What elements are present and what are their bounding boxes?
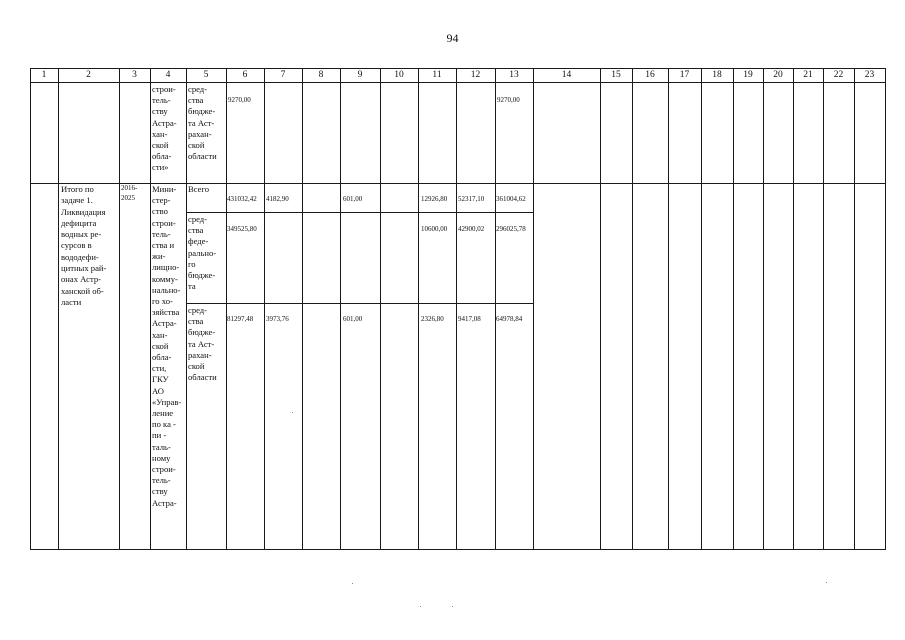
column-number: 23	[864, 70, 875, 80]
column-number: 15	[611, 70, 621, 80]
column-border	[763, 68, 764, 550]
column-number: 6	[242, 70, 248, 80]
header-bottom-border	[30, 82, 886, 83]
federal-value: 349525,80	[227, 225, 257, 233]
column-border	[495, 68, 496, 550]
column-border	[600, 68, 601, 550]
column-number: 2	[86, 70, 91, 80]
source-regional-label: сред- ства бюдже- та Аст- рахан- ской области	[188, 305, 217, 383]
column-number: 1	[41, 70, 47, 80]
page-number: 94	[446, 31, 459, 45]
scan-speck	[352, 583, 353, 584]
regional-value: 64978,84	[496, 315, 523, 323]
column-number: 16	[645, 70, 655, 80]
column-border	[58, 68, 59, 550]
column-border	[302, 68, 303, 550]
column-number: 17	[679, 70, 690, 80]
column-number: 4	[165, 70, 171, 80]
column-number: 22	[833, 70, 844, 80]
scan-speck	[452, 606, 453, 607]
source-federal-label: сред- ства феде- рально- го бюдже- та	[188, 214, 217, 292]
column-border	[456, 68, 457, 550]
regional-value: 601,00	[343, 315, 363, 323]
total-value: 601,00	[343, 195, 363, 203]
federal-value: 42900,02	[458, 225, 485, 233]
scan-speck	[292, 412, 293, 413]
regional-value: 2326,80	[421, 315, 444, 323]
source-total-label: Всего	[188, 184, 210, 194]
scan-speck	[826, 582, 827, 583]
continued-executor-cell: строи- тель- ству Астра- хан- ской обла- сти»	[152, 84, 177, 173]
column-border	[380, 68, 381, 550]
budget-table	[30, 68, 886, 550]
column-number: 14	[561, 70, 572, 80]
column-border	[264, 68, 265, 550]
regional-value: 3973,76	[266, 315, 289, 323]
subrow-separator	[186, 303, 533, 304]
column-border	[632, 68, 633, 550]
column-number: 21	[803, 70, 813, 80]
period-value: 2016- 2025	[121, 184, 138, 202]
column-number: 18	[712, 70, 722, 80]
column-number: 5	[203, 70, 209, 80]
continued-total-value: 9270,00	[228, 96, 251, 104]
federal-value: 296025,78	[496, 225, 526, 233]
continued-source-cell: сред- ства бюдже- та Аст- рахан- ской области	[188, 84, 217, 162]
scan-speck	[420, 606, 421, 607]
column-number: 11	[432, 70, 442, 80]
column-border	[30, 68, 31, 550]
subrow-separator	[186, 212, 533, 213]
column-number: 3	[132, 70, 137, 80]
column-border	[418, 68, 419, 550]
continued-total-value: 9270,00	[497, 96, 520, 104]
column-border	[854, 68, 855, 550]
column-number: 9	[357, 70, 363, 80]
column-border	[885, 68, 886, 550]
column-border	[733, 68, 734, 550]
column-number: 12	[470, 70, 481, 80]
total-value: 431032,42	[227, 195, 257, 203]
total-value: 361004,62	[496, 195, 526, 203]
column-border	[668, 68, 669, 550]
column-number: 19	[743, 70, 753, 80]
column-border	[533, 68, 534, 550]
column-number: 8	[318, 70, 324, 80]
executor-cell: Мини- стер- ство строи- тель- ства и жи- лищно- комму- нально- го хо- зяйства Астра- хан- ской обла- сти, ГКУ АО «Управ- ление по ка - пи - таль- ному строи- тель- ству Астра-	[152, 184, 182, 508]
total-value: 4182,90	[266, 195, 289, 203]
regional-value: 81297,48	[227, 315, 254, 323]
column-border	[793, 68, 794, 550]
column-number: 20	[773, 70, 783, 80]
column-number: 13	[509, 70, 519, 80]
task-total-label: Итого по задаче 1. Ликвидация дефицита водных ре- сурсов в вододефи- цитных рай- онах Астр- ханской об- ласти	[61, 184, 107, 307]
column-number: 7	[280, 70, 286, 80]
total-value: 12926,80	[421, 195, 448, 203]
federal-value: 10600,00	[421, 225, 448, 233]
column-number: 10	[394, 70, 404, 80]
table-bottom-border	[30, 549, 886, 550]
total-value: 52317,10	[458, 195, 485, 203]
column-border	[701, 68, 702, 550]
column-border	[340, 68, 341, 550]
column-border	[823, 68, 824, 550]
regional-value: 9417,08	[458, 315, 481, 323]
